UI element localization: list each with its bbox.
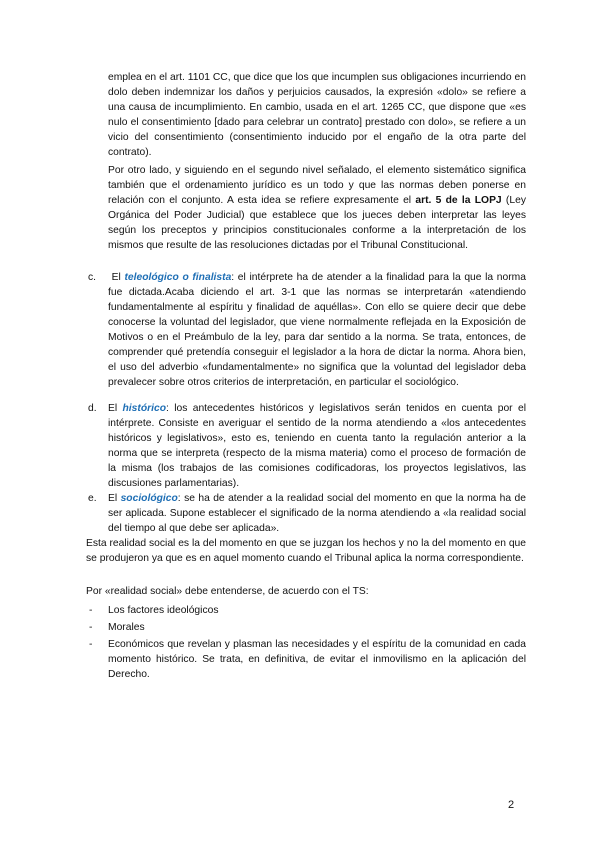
list-item bbox=[86, 637, 526, 682]
dash-list bbox=[86, 603, 526, 684]
list-item-text: Económicos que revelan y plasman las necesidades y el espíritu de la comunidad en cada momento histórico. Se trata, en definitiva, de evitar el inmovilismo en la aplicación del Derecho. bbox=[108, 639, 526, 680]
term-sociologico: sociológico bbox=[120, 493, 178, 504]
list-item bbox=[86, 620, 526, 635]
term-description: : el intérprete ha de atender a la finalidad para la que la norma fue dictada.Acaba diciendo el art. 3-1 que las normas se interpretarán «atendiendo fundamentalmente al espíritu y finalidad de aquéllas». Con ello se quiere decir que debe conocerse la voluntad del legislador, que viene normalmente reflejada en la Exposición de Motivos o en el Preámbulo de la ley, para dar sentido a la norma. Se trata, entonces, de comprender qué pretendía conseguir el legislador a la hora de dictar la norma. Ahora bien, el uso del adverbio «fundamentalmente» no significa que la voluntad del legislador deba prevalecer sobre otros criterios de interpretación, en particular el sociológico. bbox=[108, 272, 526, 388]
term-historico: histórico bbox=[122, 403, 166, 414]
list-item-teleologico bbox=[88, 270, 526, 390]
list-item bbox=[86, 603, 526, 618]
paragraph-text: Por otro lado, y siguiendo en el segundo nivel señalado, el elemento sistemático significa también que el ordenamiento jurídico es un todo y que las normas deben ponerse en relación con el conjunto. A esta idea se refiere expresamente el bbox=[108, 165, 526, 206]
term-description: : se ha de atender a la realidad social del momento en que la norma ha de ser aplicada. Supone establecer el significado de la norma atendiendo a «la realidad social del tiempo al que debe ser aplicada». bbox=[108, 493, 526, 534]
paragraph-text: (Ley Orgánica del Poder Judicial) que establece que los jueces deben interpretar las leyes según los preceptos y principios constitucionales conforme a la interpretación de los mismos que resulte de las resoluciones dictadas por el Tribunal Constitucional. bbox=[108, 195, 526, 251]
list-item-text: Los factores ideológicos bbox=[108, 605, 219, 616]
list-item-text bbox=[108, 401, 526, 491]
dash-bullet: - bbox=[89, 639, 93, 650]
list-marker: d. bbox=[88, 403, 97, 414]
list-item-sociologico bbox=[88, 491, 526, 536]
list-item-historico bbox=[88, 401, 526, 491]
list-item-text bbox=[108, 491, 526, 536]
list-item-text bbox=[108, 270, 526, 390]
paragraph-ts: Por «realidad social» debe entenderse, de acuerdo con el TS: bbox=[86, 586, 369, 597]
list-marker: c. bbox=[88, 272, 97, 283]
paragraph-sistematico bbox=[108, 163, 526, 253]
term-prefix: El bbox=[108, 403, 123, 414]
dash-bullet: - bbox=[89, 605, 93, 616]
bold-reference: art. 5 de la LOPJ bbox=[415, 195, 502, 206]
dash-bullet: - bbox=[89, 622, 93, 633]
list-marker: e. bbox=[88, 493, 97, 504]
paragraph-realidad-social: Esta realidad social es la del momento en que se juzgan los hechos y no la del momento en que se produjeron ya que es en aquel momento cuando el Tribunal aplica la norma correspondiente. bbox=[86, 538, 526, 564]
page-number: 2 bbox=[508, 799, 515, 811]
paragraph-dolo: emplea en el art. 1101 CC, que dice que los que incumplen sus obligaciones incurriendo en dolo deben indemnizar los daños y perjuicios causados, la expresión «dolo» se refiere a una causa de incumplimiento. En cambio, usada en el art. 1265 CC, que dispone que «es nulo el consentimiento [dado para celebrar un contrato] prestado con dolo», se refiere a un vicio del consentimiento (consentimiento inducido por el engaño de la otra parte del contrato). bbox=[108, 72, 526, 158]
term-teleologico: teleológico o finalista bbox=[124, 272, 232, 283]
term-prefix: El bbox=[108, 272, 125, 283]
term-prefix: El bbox=[108, 493, 121, 504]
list-item-text: Morales bbox=[108, 622, 145, 633]
term-description: : los antecedentes históricos y legislativos serán tenidos en cuenta por el intérprete. Consiste en averiguar el sentido de la norma atendiendo a «los antecedentes históricos y legislativos», esto es, teniendo en cuenta tanto la regulación anterior a la norma que se interpreta (respecto de la misma materia) como el proceso de formación de la misma (los trabajos de las comisiones codificadoras, los proyectos legislativos, las discusiones parlamentarias). bbox=[108, 403, 526, 489]
